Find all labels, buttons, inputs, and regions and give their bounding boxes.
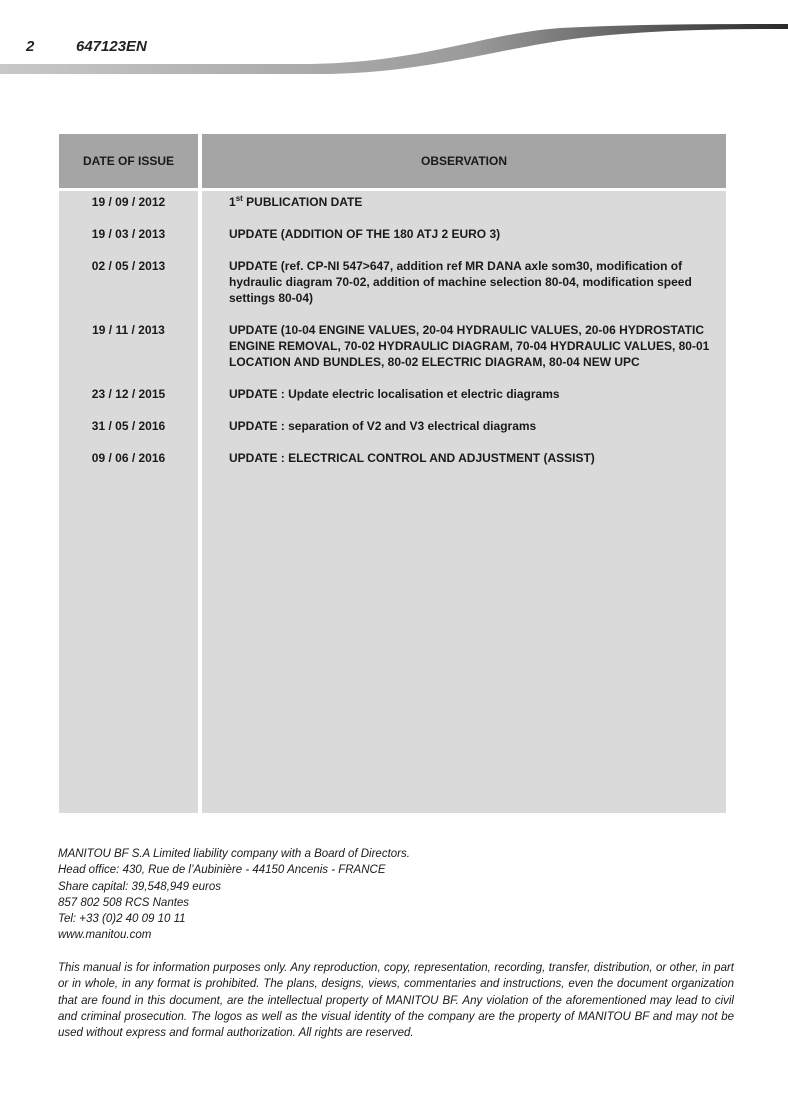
row-observation: UPDATE (10-04 ENGINE VALUES, 20-04 HYDRAULIC VALUES, 20-06 HYDROSTATIC ENGINE REMOVAL, 70-02 HYDRAULIC DIAGRAM, 70-04 HYDRAULIC VALUES, 80-01 LOCATION AND BUNDLES, 80-02 ELECTRIC DIAGRAM, 80-04 NEW UPC (229, 323, 710, 369)
row-observation-ordinal: 1 (229, 195, 236, 209)
row-observation (229, 194, 723, 210)
row-date: 02 / 05 / 2013 (91, 259, 166, 273)
row-observation-text: PUBLICATION DATE (242, 195, 363, 209)
legal-notice: This manual is for information purposes only. Any reproduction, copy, representation, recording, transfer, distribution, or other, in part or in whole, in any format is prohibited. The plans, designs, views, commentaries and instructions, even the document organization that are found in this document, are the intellectual property of MANITOU BF. Any violation of the aforementioned may lead to civil and criminal prosecution. The logos as well as the visual identity of the company are the property of MANITOU BF and may not be used without express and formal authorization. All rights are reserved. (58, 962, 734, 1040)
table-header (59, 134, 726, 188)
company-head-office: Head office: 430, Rue de l’Aubinière - 44150 Ancenis - FRANCE (58, 864, 386, 877)
revision-history-table (59, 134, 726, 813)
row-observation-superscript: st (235, 194, 243, 203)
date-of-issue-header: DATE OF ISSUE (82, 154, 175, 168)
row-observation: UPDATE : ELECTRICAL CONTROL AND ADJUSTMENT (ASSIST) (229, 451, 595, 465)
company-share-capital: Share capital: 39,548,949 euros (58, 880, 222, 893)
page-number: 2 (26, 38, 35, 55)
company-rcs: 857 802 508 RCS Nantes (58, 896, 190, 909)
company-website: www.manitou.com (58, 929, 152, 942)
column-divider (198, 134, 202, 813)
row-observation: UPDATE : Update electric localisation et electric diagrams (229, 387, 560, 401)
row-date: 23 / 12 / 2015 (91, 387, 166, 401)
row-date: 31 / 05 / 2016 (91, 419, 166, 433)
document-code: 647123EN (76, 38, 147, 55)
row-date: 19 / 09 / 2012 (91, 195, 166, 209)
row-date: 09 / 06 / 2016 (91, 451, 166, 465)
company-phone: Tel: +33 (0)2 40 09 10 11 (58, 913, 186, 926)
row-observation: UPDATE (ADDITION OF THE 180 ATJ 2 EURO 3) (229, 227, 501, 241)
header-divider (59, 188, 726, 191)
company-legal-form: MANITOU BF S.A Limited liability company with a Board of Directors. (58, 848, 410, 860)
row-observation: UPDATE : separation of V2 and V3 electrical diagrams (229, 419, 537, 433)
row-date: 19 / 11 / 2013 (92, 323, 165, 337)
row-date: 19 / 03 / 2013 (91, 227, 166, 241)
company-info (58, 846, 410, 944)
observation-header: OBSERVATION (420, 154, 507, 168)
row-observation: UPDATE (ref. CP-NI 547>647, addition ref MR DANA axle som30, modification of hydraulic diagram 70-02, addition of machine selection 80-04, modification speed settings 80-04) (229, 259, 692, 305)
